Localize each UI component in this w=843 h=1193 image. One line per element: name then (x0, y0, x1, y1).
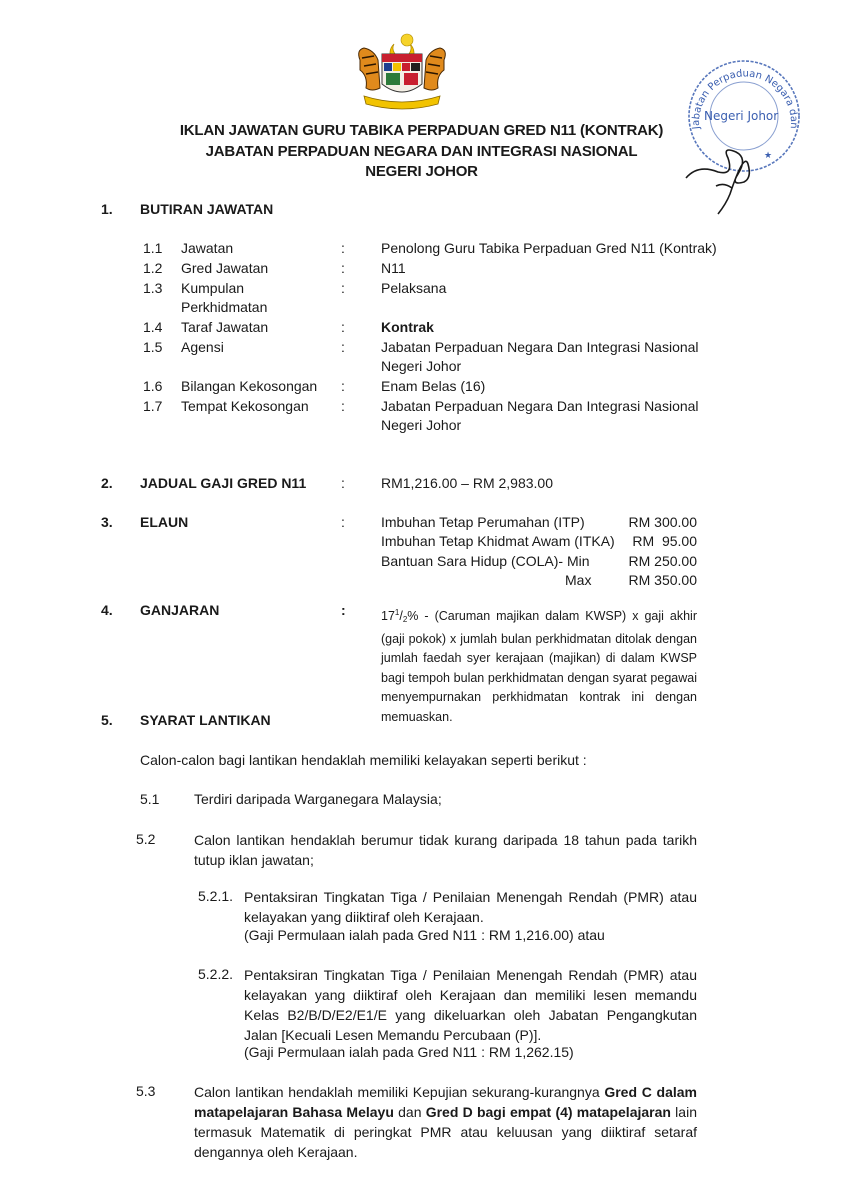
item-5-2-1-note: (Gaji Permulaan ialah pada Gred N11 : RM 1,216.00) atau (244, 927, 605, 943)
item-1-2-label: Gred Jawatan (181, 260, 269, 276)
allowance-label: Max (565, 572, 592, 588)
item-5-3-number: 5.3 (136, 1083, 156, 1099)
item-5-3-bold-b: Gred D bagi empat (4) matapelajaran (425, 1104, 671, 1120)
section-2-title: JADUAL GAJI GRED N11 (140, 475, 307, 491)
item-1-1-number: 1.1 (143, 240, 163, 256)
section-4-number: 4. (101, 602, 113, 618)
item-5-3-text-c: lain termasuk Matematik di peringkat PMR atau keluusan yang diiktiraf setaraf dengannya oleh Kerajaan. (194, 1104, 697, 1160)
allowance-row (381, 572, 697, 592)
page-title-line-1: IKLAN JAWATAN GURU TABIKA PERPADUAN GRED N11 (KONTRAK) (179, 122, 664, 139)
coat-of-arms-logo (352, 30, 452, 112)
allowance-row (381, 514, 697, 534)
allowance-amount: RM 95.00 (632, 533, 697, 549)
section-2-number: 2. (101, 475, 113, 491)
section-5-title: SYARAT LANTIKAN (140, 712, 271, 728)
gratuity-percent-main: 17 (381, 609, 395, 623)
colon: : (341, 602, 346, 618)
item-1-7-number: 1.7 (143, 398, 163, 414)
item-5-1-text: Terdiri daripada Warganegara Malaysia; (194, 791, 442, 807)
allowance-row (381, 533, 697, 553)
page-title-line-3: NEGERI JOHOR (365, 163, 478, 180)
salary-range: RM1,216.00 – RM 2,983.00 (381, 475, 553, 491)
allowance-amount: RM 300.00 (628, 514, 697, 530)
item-1-5-number: 1.5 (143, 339, 163, 355)
item-1-4-number: 1.4 (143, 319, 163, 335)
item-5-2-1-text: Pentaksiran Tingkatan Tiga / Penilaian Menengah Rendah (PMR) atau kelayakan yang diiktiraf oleh Kerajaan. (244, 889, 697, 925)
item-1-1-value: Penolong Guru Tabika Perpaduan Gred N11 (Kontrak) (381, 240, 717, 256)
section-3-number: 3. (101, 514, 113, 530)
section-1-title: BUTIRAN JAWATAN (140, 201, 274, 217)
item-1-3-label: Kumpulan (181, 280, 245, 296)
item-1-5-value: Jabatan Perpaduan Negara Dan Integrasi Nasional (381, 339, 699, 355)
gratuity-text: - (Caruman majikan dalam KWSP) x gaji akhir (gaji pokok) x jumlah bulan perkhidmatan ditolak dengan jumlah faedah syer kerajaan (majikan) di dalam KWSP bagi tempoh bulan perkhidmatan dengan syarat pegawai menyempurnakan perkhidmatan kontrak ini dengan memuaskan. (381, 609, 697, 724)
section-1-number: 1. (101, 201, 113, 217)
svg-text:★: ★ (764, 150, 773, 160)
section-4-title: GANJARAN (140, 602, 220, 618)
allowance-amount: RM 350.00 (628, 572, 697, 588)
item-5-3-bold-a: Gred C dalam matapelajaran Bahasa Melayu (194, 1084, 697, 1120)
item-1-5-value-line-2: Negeri Johor (381, 358, 462, 374)
allowance-amount: RM 250.00 (628, 553, 697, 569)
item-1-6-number: 1.6 (143, 378, 163, 394)
item-1-5-label: Agensi (181, 339, 224, 355)
item-5-2-2-text: Pentaksiran Tingkatan Tiga / Penilaian Menengah Rendah (PMR) atau kelayakan yang diiktiraf oleh Kerajaan dan memiliki lesen memandu Kelas B2/B/D/E2/E1/E yang dikeluarkan oleh Jabatan Pengangkutan Jalan [Kecuali Lesen Memandu Percubaan (P)]. (244, 967, 697, 1043)
colon: : (341, 240, 345, 256)
signature (686, 150, 749, 214)
item-5-2-2-note: (Gaji Permulaan ialah pada Gred N11 : RM 1,262.15) (244, 1044, 574, 1060)
item-5-2-1-number: 5.2.1. (198, 888, 234, 904)
item-5-3-text (194, 1082, 697, 1162)
colon: : (341, 378, 345, 394)
colon: : (341, 260, 345, 276)
item-1-7-value-line-2: Negeri Johor (381, 417, 462, 433)
gratuity-percent-denominator: 2 (402, 615, 408, 624)
gratuity-description: $17^1/_2\%$ - (Caruman majikan dalam KWSP) x gaji akhir (gaji pokok) x jumlah bulan perkhidmatan ditolak dengan jumlah faedah syer kerajaan (majikan) di dalam KWSP bagi tempoh bulan perkhidmatan dengan syarat pegawai menyempurnakan perkhidmatan kontrak ini dengan memuaskan. (381, 608, 697, 724)
item-1-2-number: 1.2 (143, 260, 163, 276)
stamp-inner-text: Negeri Johor (704, 109, 779, 123)
section-5-number: 5. (101, 712, 113, 728)
colon: : (341, 280, 345, 296)
item-1-6-value: Enam Belas (16) (381, 378, 486, 394)
allowance-label: Imbuhan Tetap Khidmat Awam (ITKA) (381, 533, 615, 549)
stamp-outer-text: Jabatan Perpaduan Negara dan (690, 68, 800, 130)
item-1-1-label: Jawatan (181, 240, 234, 256)
section-3-title: ELAUN (140, 514, 189, 530)
allowance-row (381, 553, 697, 573)
item-5-2-text: Calon lantikan hendaklah berumur tidak kurang daripada 18 tahun pada tarikh tutup iklan jawatan; (194, 832, 697, 868)
allowance-label: Imbuhan Tetap Perumahan (ITP) (381, 514, 585, 530)
colon: : (341, 475, 345, 491)
item-5-3-text-a: Calon lantikan hendaklah memiliki Kepujian sekurang-kurangnya (194, 1084, 605, 1100)
colon: : (341, 514, 345, 530)
page-title-line-2: JABATAN PERPADUAN NEGARA DAN INTEGRASI NASIONAL (205, 143, 638, 160)
colon: : (341, 339, 345, 355)
item-1-6-label: Bilangan Kekosongan (181, 378, 318, 394)
item-1-4-value: Kontrak (381, 319, 434, 335)
section-5-intro: Calon-calon bagi lantikan hendaklah memiliki kelayakan seperti berikut : (140, 752, 587, 768)
item-5-2-number: 5.2 (136, 831, 156, 847)
official-stamp (678, 54, 808, 219)
colon: : (341, 398, 345, 414)
item-5-2-2-number: 5.2.2. (198, 966, 234, 982)
item-1-3-value: Pelaksana (381, 280, 447, 296)
item-1-4-label: Taraf Jawatan (181, 319, 269, 335)
item-1-7-label: Tempat Kekosongan (181, 398, 309, 414)
colon: : (341, 319, 345, 335)
gratuity-percent-sign: % (407, 609, 419, 623)
gratuity-percent-numerator: 1 (394, 608, 400, 617)
item-5-3-text-b: dan (393, 1104, 426, 1120)
item-1-2-value: N11 (381, 260, 406, 276)
item-1-7-value: Jabatan Perpaduan Negara Dan Integrasi Nasional (381, 398, 699, 414)
item-1-3-label-line-2: Perkhidmatan (181, 299, 268, 315)
item-5-1-number: 5.1 (140, 791, 160, 807)
item-1-3-number: 1.3 (143, 280, 163, 296)
allowance-label: Bantuan Sara Hidup (COLA)- Min (381, 553, 590, 569)
